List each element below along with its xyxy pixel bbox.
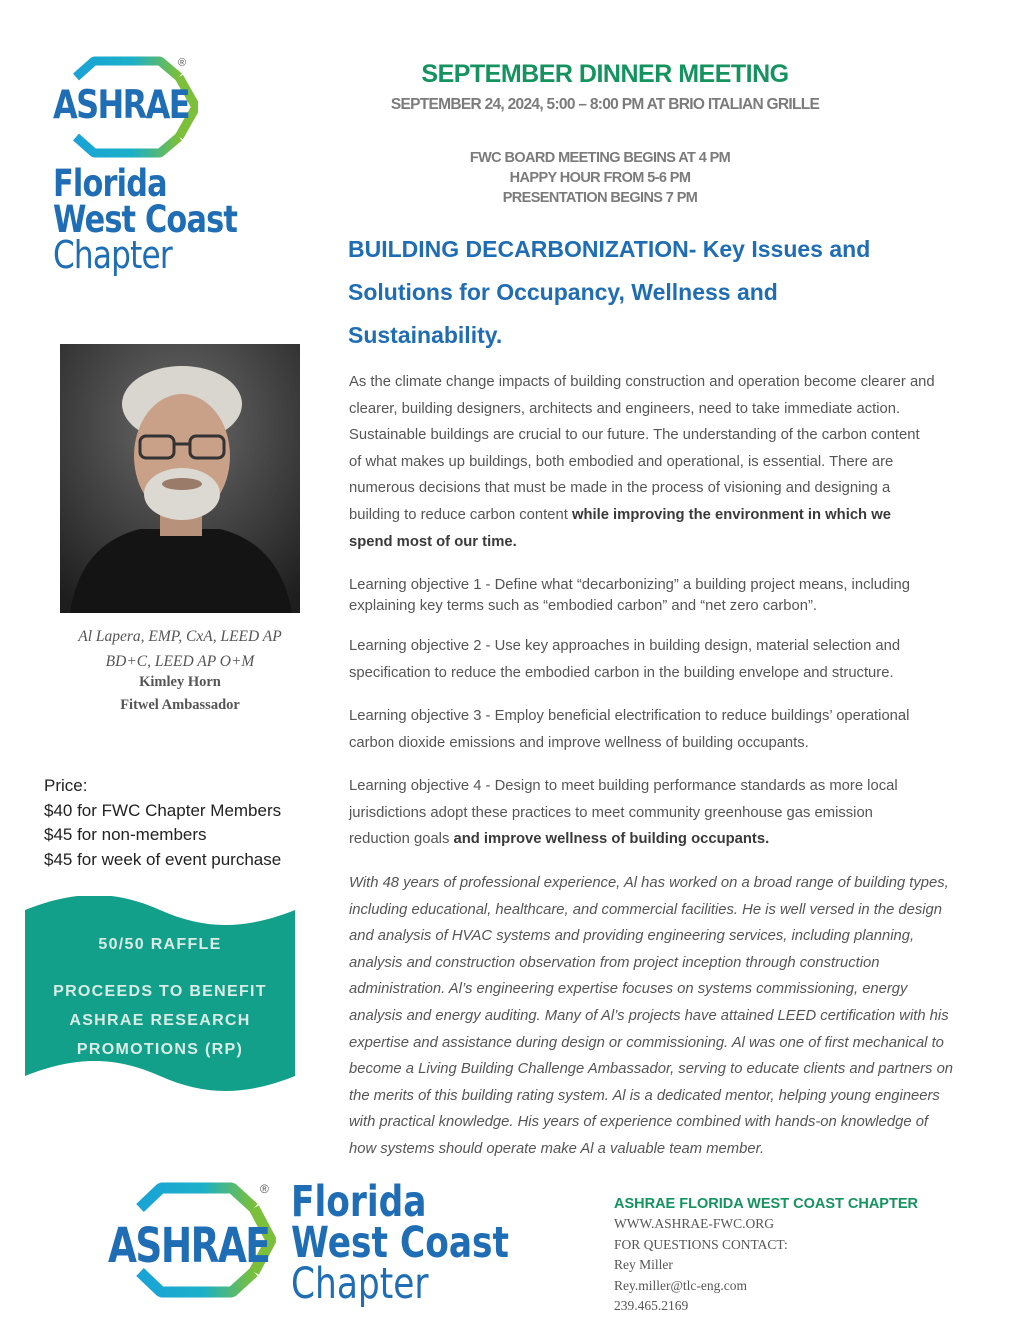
learning-objective-2 [349, 633, 1017, 687]
intro-bold-text: while improving the environment in which we [571, 506, 891, 523]
objective-line: Learning objective 2 - Use key approaches in building design, material selection and [349, 638, 901, 654]
bio-line: and analysis of HVAC systems and providing engineering services, including planning, [349, 928, 915, 945]
price-block [44, 774, 281, 872]
speaker-name-line: BD+C, LEED AP O+M [105, 653, 255, 670]
meeting-title: SEPTEMBER DINNER MEETING [421, 60, 789, 88]
logo-line-florida: Florida [53, 162, 167, 205]
intro-line: of what makes up buildings, both embodied and operational, is essential. There are [349, 453, 894, 470]
objective-bold-text: and improve wellness of building occupants. [453, 831, 770, 848]
logo-line-chapter: Chapter [53, 233, 172, 277]
price-line: $45 for week of event purchase [44, 849, 282, 869]
speaker-company: Kimley Horn [139, 674, 221, 690]
learning-objective-3 [349, 703, 1017, 757]
title-line: Solutions for Occupancy, Wellness and [348, 279, 778, 305]
intro-bold-text: spend most of our time. [349, 533, 517, 550]
logo-line-chapter: Chapter [291, 1259, 429, 1309]
objective-line: explaining key terms such as “embodied carbon” and “net zero carbon”. [349, 598, 817, 614]
price-line: $40 for FWC Chapter Members [44, 800, 282, 820]
bio-line: including educational, healthcare, and commercial facilities. He is well versed in the design [349, 901, 943, 918]
schedule-happy-hour: HAPPY HOUR FROM 5-6 PM [509, 170, 691, 186]
learning-objective-1 [349, 575, 1017, 617]
speaker-name-line: Al Lapera, EMP, CxA, LEED AP [78, 628, 282, 645]
objective-line: Learning objective 4 - Design to meet building performance standards as more local [349, 778, 898, 794]
bio-line: analysis and energy auditing. Many of Al’s projects have attained LEED certification with his [349, 1007, 949, 1024]
logo-ashrae-text: ASHRAE [53, 83, 189, 128]
bio-line: become a Living Building Challenge Ambassador, serving to educate clients and partners on [349, 1061, 954, 1078]
intro-line: building to reduce carbon content [349, 506, 572, 523]
contact-website[interactable]: WWW.ASHRAE-FWC.ORG [614, 1216, 774, 1231]
intro-line: As the climate change impacts of building construction and operation become clearer and [349, 374, 935, 390]
logo-line-west-coast: West Coast [291, 1218, 509, 1268]
price-line: $45 for non-members [44, 825, 207, 844]
intro-line: clearer, building designers, architects and engineers, need to take immediate action. [349, 400, 901, 417]
contact-name: Rey Miller [614, 1257, 673, 1272]
objective-line: carbon dioxide emissions and improve wellness of building occupants. [349, 735, 809, 751]
price-label: Price: [44, 776, 88, 795]
objective-line: Learning objective 1 - Define what “decarbonizing” a building project means, including [349, 577, 910, 593]
schedule-board: FWC BOARD MEETING BEGINS AT 4 PM [469, 150, 731, 166]
title-line: Sustainability. [348, 322, 503, 348]
learning-objective-4 [349, 773, 1017, 853]
raffle-title: 50/50 RAFFLE [98, 936, 222, 953]
speaker-name [40, 624, 320, 674]
speaker-photo [60, 344, 300, 613]
registered-mark: ® [260, 1182, 269, 1196]
meeting-date: SEPTEMBER 24, 2024, 5:00 – 8:00 PM AT BRIO ITALIAN GRILLE [390, 96, 820, 113]
bio-line: With 48 years of professional experience, Al has worked on a broad range of building types, [349, 875, 949, 891]
ashrae-fwc-logo-bottom [106, 1178, 526, 1308]
contact-questions-label: FOR QUESTIONS CONTACT: [614, 1237, 788, 1252]
presentation-title [348, 228, 968, 357]
schedule-presentation: PRESENTATION BEGINS 7 PM [502, 190, 698, 206]
objective-line: Learning objective 3 - Employ beneficial electrification to reduce buildings’ operational [349, 708, 910, 724]
speaker-role: Fitwel Ambassador [120, 697, 240, 713]
logo-ashrae-text: ASHRAE [108, 1218, 270, 1274]
intro-paragraph [349, 369, 1017, 555]
objective-line: jurisdictions adopt these practices to meet community greenhouse gas emission [349, 804, 873, 821]
raffle-line: PROCEEDS TO BENEFIT [53, 983, 267, 1000]
registered-mark: ® [178, 57, 187, 69]
bio-line: expertise and assistance during design or commissioning. Al was one of first mechanical to [349, 1034, 944, 1051]
raffle-banner [25, 896, 295, 1096]
title-line: BUILDING DECARBONIZATION- Key Issues and [348, 236, 871, 262]
objective-line: reduction goals [349, 831, 454, 848]
contact-email[interactable]: Rey.miller@tlc-eng.com [614, 1278, 748, 1293]
raffle-line: PROMOTIONS (RP) [76, 1041, 244, 1058]
bio-line: with practical knowledge. His years of experience combined with hands-on knowledge of [349, 1114, 929, 1131]
raffle-line: ASHRAE RESEARCH [69, 1012, 251, 1029]
bio-line: analysis and construction observation from project inception through construction [349, 954, 880, 971]
ashrae-fwc-logo-top [50, 55, 240, 280]
logo-line-florida: Florida [291, 1177, 427, 1227]
intro-line: Sustainable buildings are crucial to our future. The understanding of the carbon content [349, 427, 920, 444]
logo-line-west-coast: West Coast [53, 198, 238, 241]
bio-line: the merits of this building rating system. Al is a dedicated mentor, helping young engineers [349, 1087, 940, 1104]
contact-heading: ASHRAE FLORIDA WEST COAST CHAPTER [614, 1196, 918, 1212]
contact-phone[interactable]: 239.465.2169 [614, 1298, 689, 1313]
bio-line: administration. Al’s engineering expertise focuses on systems commissioning, energy [349, 981, 908, 998]
intro-line: numerous decisions that must be made in the process of visioning and designing a [349, 480, 891, 497]
bio-line: how systems should operate make Al a valuable team member. [349, 1140, 765, 1157]
speaker-bio [349, 870, 1017, 1163]
objective-line: specification to reduce the embodied carbon in the building envelope and structure. [349, 665, 894, 681]
